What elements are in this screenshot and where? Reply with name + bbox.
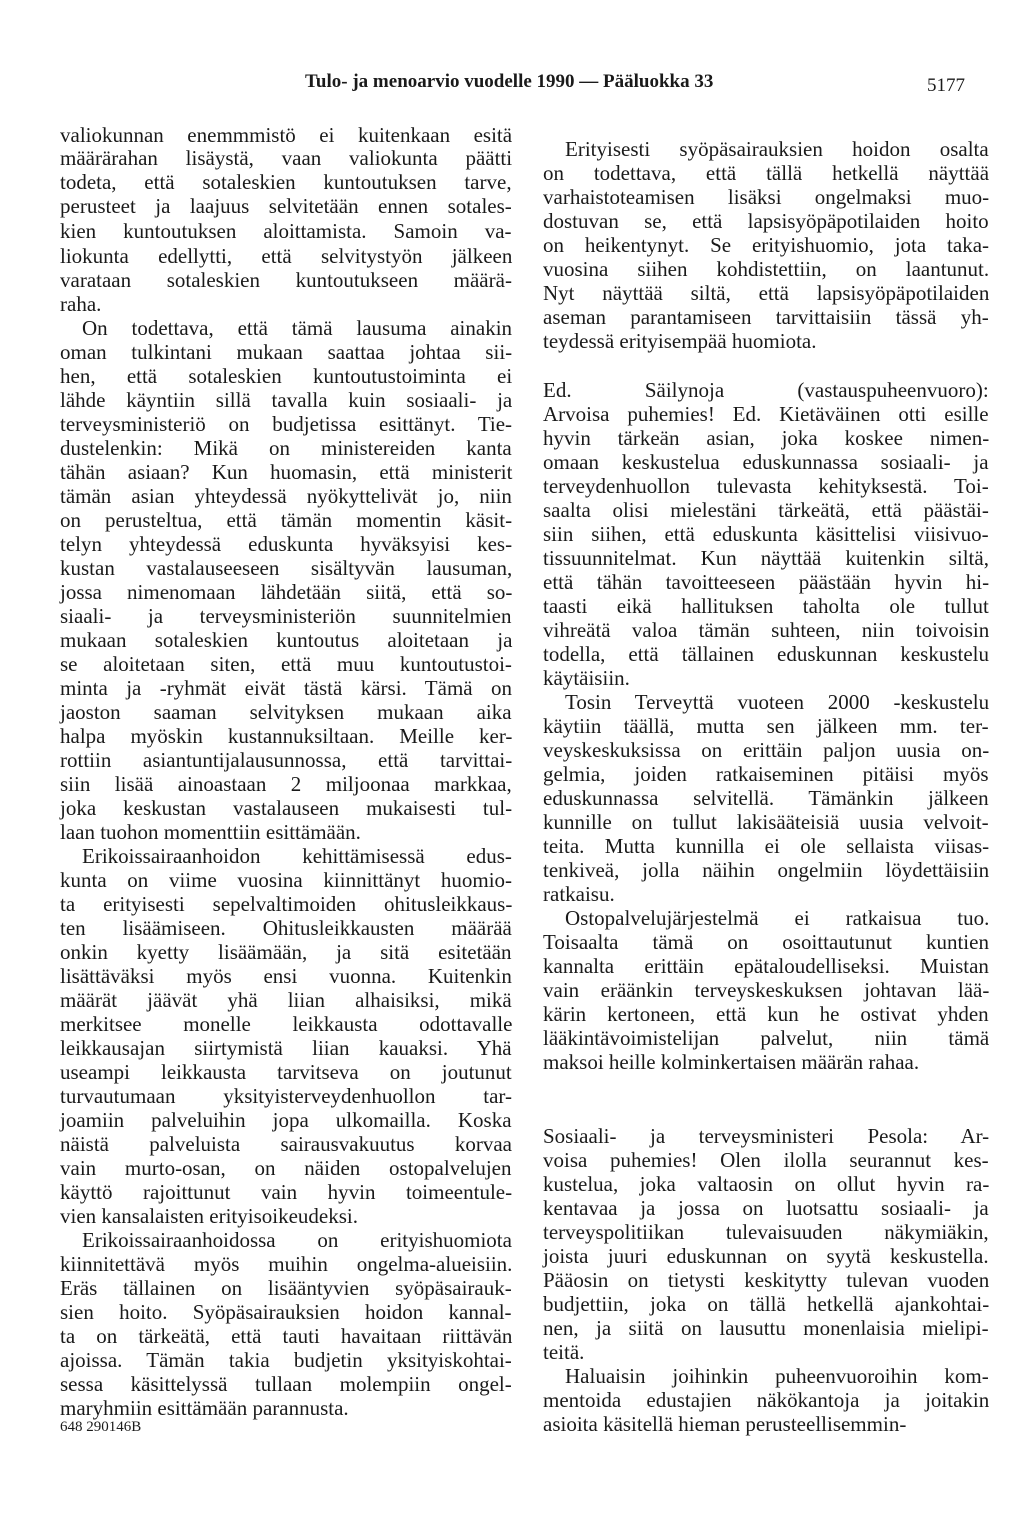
left-text-line: näistä palveluista sairausvakuutus korvaa bbox=[60, 1132, 512, 1156]
right-text-line: Arvoisa puhemies! Ed. Kietäväinen otti esille bbox=[543, 402, 989, 426]
right-text-line: nen, ja siitä on lausuttu monenlaisia mielipi- bbox=[543, 1316, 989, 1340]
right-text-line: teita. Mutta kunnilla ei ole sellaista viisas- bbox=[543, 834, 990, 858]
left-text-line: ten lisäämiseen. Ohitusleikkausten määrää bbox=[60, 916, 512, 940]
left-text-line: oman tulkintani mukaan saattaa johtaa sii- bbox=[60, 340, 513, 364]
left-text-line: minta ja -ryhmät eivät tästä kärsi. Tämä on bbox=[60, 676, 512, 700]
left-text-line: ta erityisesti sepelvaltimoiden ohitusleikkaus- bbox=[60, 892, 513, 916]
left-text-line: leikkausajan siirtymistä liian kauaksi. Yhä bbox=[60, 1036, 512, 1060]
right-text-line: vihreätä valoa tämän suhteen, niin toivoisin bbox=[543, 618, 990, 642]
left-text-line: halpa myöskin kustannuksiltaan. Meille ker- bbox=[60, 724, 513, 748]
left-text-line: Erikoissairaanhoidon kehittämisessä edus- bbox=[82, 844, 512, 868]
right-text-line: aseman parantamiseen tarvittaisiin tässä yh- bbox=[543, 305, 989, 329]
right-text-line: siin siihen, että eduskunta käsittelisi viisivuo- bbox=[543, 522, 989, 546]
right-text-line: omaan keskustelua eduskunnassa sosiaali- ja bbox=[543, 450, 989, 474]
right-text-line: todella, että tällainen eduskunnan keskustelu bbox=[543, 642, 989, 666]
left-text-line: terveysministeriö on budjetissa esittänyt. Tie- bbox=[60, 412, 513, 436]
right-text-line: budjettiin, joka on tällä hetkellä ajankohtai- bbox=[543, 1292, 990, 1316]
left-text-line: joka keskustan vastalauseen mukaisesti tul- bbox=[60, 796, 513, 820]
left-text-line: sien hoito. Syöpäsairauksien hoidon kannal- bbox=[60, 1300, 512, 1324]
left-text-line: merkitsee monelle leikkausta odottavalle bbox=[60, 1012, 513, 1036]
left-text-line: siaali- ja terveysministeriön suunnitelmien bbox=[60, 604, 512, 628]
left-text-line: useampi leikkausta tarvitseva on joutunut bbox=[60, 1060, 512, 1084]
left-text-line: kustan vastalauseeseen sisältyvän lausuman, bbox=[60, 556, 513, 580]
right-text-line: Haluaisin joihinkin puheenvuoroihin kom- bbox=[565, 1364, 989, 1388]
right-text-line: Pääosin on tietysti keskitytty tulevan vuoden bbox=[543, 1268, 990, 1292]
right-text-line: Erityisesti syöpäsairauksien hoidon osalta bbox=[565, 137, 989, 161]
right-text-line: gelmia, joiden ratkaiseminen pitäisi myös bbox=[543, 762, 989, 786]
left-text-line: kien kuntoutuksen aloittamista. Samoin va- bbox=[60, 219, 512, 243]
right-text-line: hyvin tärkeän asian, joka koskee nimen- bbox=[543, 426, 990, 450]
right-text-line: on todettava, että tällä hetkellä näyttää bbox=[543, 161, 990, 185]
right-text-line: Nyt näyttää siltä, että lapsisyöpäpotilaiden bbox=[543, 281, 990, 305]
right-text-line: että tähän tavoitteeseen päästään hyvin hi- bbox=[543, 570, 990, 594]
right-text-line: teydessä erityisempää huomiota. bbox=[543, 329, 817, 353]
left-text-line: vien kansalaisten erityisoikeudeksi. bbox=[60, 1204, 359, 1228]
right-text-line: veyskeskuksissa on erittäin paljon uusia on- bbox=[543, 738, 990, 762]
left-text-line: vain murto-osan, on näiden ostopalvelujen bbox=[60, 1156, 512, 1180]
right-text-line: dostuvan se, että lapsisyöpäpotilaiden hoito bbox=[543, 209, 989, 233]
left-text-line: ajoissa. Tämän takia budjetin yksityiskohtai- bbox=[60, 1348, 512, 1372]
left-text-line: mukaan sotaleskien kuntoutus aloitetaan ja bbox=[60, 628, 513, 652]
left-text-line: se aloitetaan siten, että muu kuntoutustoi- bbox=[60, 652, 512, 676]
left-text-line: määrärahan lisäystä, vaan valiokunta päätti bbox=[60, 146, 513, 170]
right-text-line: Sosiaali- ja terveysministeri Pesola: Ar- bbox=[543, 1124, 990, 1148]
left-text-line: telyn yhteydessä eduskunta hyväksyisi kes- bbox=[60, 532, 513, 556]
left-text-line: on perusteltua, että tämän momentin käsit- bbox=[60, 508, 513, 532]
left-text-line: käyttö rajoittunut vain hyvin toimeentule- bbox=[60, 1180, 513, 1204]
right-text-line: mentoida edustajien näkökantoja ja joitakin bbox=[543, 1388, 990, 1412]
left-text-line: lisättäväksi myös ensi vuonna. Kuitenkin bbox=[60, 964, 512, 988]
left-text-line: kunta on viime vuosina kiinnittänyt huomio- bbox=[60, 868, 513, 892]
print-code: 648 290146B bbox=[60, 1419, 142, 1435]
right-text-line: kentavaa ja jossa on luotsattu sosiaali- ja bbox=[543, 1196, 989, 1220]
right-text-line: vain eräänkin terveyskeskuksen johtavan lää- bbox=[543, 978, 990, 1002]
right-text-line: saalta olisi mielestäni tärkeätä, että päästäi- bbox=[543, 498, 989, 522]
right-text-line: ratkaisu. bbox=[543, 882, 615, 906]
left-text-line: maryhmiin esittämään parannusta. bbox=[60, 1396, 349, 1420]
left-text-line: onkin kyetty lisäämään, ja sitä esitetään bbox=[60, 940, 512, 964]
right-text-line: Ostopalvelujärjestelmä ei ratkaisua tuo. bbox=[565, 906, 990, 930]
left-text-line: On todettava, että tämä lausuma ainakin bbox=[82, 316, 513, 340]
left-text-line: jossa nimenomaan lähdetään siitä, että so- bbox=[60, 580, 513, 604]
right-text-line: tissuunnitelmat. Kun näyttää kuitenkin siltä, bbox=[543, 546, 989, 570]
right-text-line: terveydenhuollon tulevasta kehityksestä. Toi- bbox=[543, 474, 989, 498]
left-text-line: tähän asiaan? Kun huomasin, että ministerit bbox=[60, 460, 513, 484]
right-text-line: eduskunnassa selvitellä. Tämänkin jälkeen bbox=[543, 786, 989, 810]
left-text-line: ta on tärkeätä, että tauti havaitaan riittävän bbox=[60, 1324, 513, 1348]
right-text-line: varhaistoteamisen lisäksi ongelmaksi muo- bbox=[543, 185, 990, 209]
right-text-line: taasti eikä hallituksen taholta ole tullut bbox=[543, 594, 989, 618]
right-text-line: kannalta erittäin epätaloudelliseksi. Muistan bbox=[543, 954, 989, 978]
left-text-line: laan tuohon momenttiin esittämään. bbox=[60, 820, 361, 844]
running-title: Tulo- ja menoarvio vuodelle 1990 — Pääluokka 33 bbox=[305, 71, 714, 92]
right-text-line: asioita käsitellä hieman perusteellisemmin- bbox=[543, 1412, 907, 1436]
left-text-line: hen, että sotaleskien kuntoutustoiminta ei bbox=[60, 364, 513, 388]
left-text-line: jaoston saaman selvityksen mukaan aika bbox=[60, 700, 512, 724]
left-text-line: rottiin asiantuntijalausunnossa, että tarvittai- bbox=[60, 748, 513, 772]
left-text-line: joamiin palveluihin jopa ulkomailla. Koska bbox=[60, 1108, 512, 1132]
right-text-line: teitä. bbox=[543, 1340, 585, 1364]
left-text-line: perusteet ja laajuus selvitetään ennen sotales- bbox=[60, 194, 512, 218]
right-text-line: kustelua, joka valtaosin on ollut hyvin ra- bbox=[543, 1172, 990, 1196]
right-text-line: vuosina siihen kohdistettiin, on laantunut. bbox=[543, 257, 990, 281]
right-text-line: kunnille on tullut lakisääteisiä uusia velvoit- bbox=[543, 810, 989, 834]
left-text-line: sessa käsittelyssä tullaan molempiin ongel- bbox=[60, 1372, 512, 1396]
right-text-line: kärin kertoneen, että kun he ostivat yhden bbox=[543, 1002, 989, 1026]
left-text-line: varataan sotaleskien kuntoutukseen määrä- bbox=[60, 268, 512, 292]
left-text-line: siin lisää ainoastaan 2 miljoonaa markkaa, bbox=[60, 772, 512, 796]
page-header bbox=[0, 69, 1024, 99]
right-text-line: on heikentynyt. Se erityishuomio, jota taka- bbox=[543, 233, 990, 257]
right-text-line: tenkiveä, jolla näihin ongelmiin löydettäisiin bbox=[543, 858, 990, 882]
right-text-line: käytiin täällä, mutta sen jälkeen mm. ter- bbox=[543, 714, 989, 738]
left-text-line: tämän asian yhteydessä nyökyttelivät jo, niin bbox=[60, 484, 512, 508]
right-text-line: Ed. Säilynoja (vastauspuheenvuoro): bbox=[543, 378, 989, 402]
right-text-line: maksoi heille kolminkertaisen määrän rahaa. bbox=[543, 1050, 920, 1074]
left-text-line: kiinnitettävä myös muihin ongelma-alueisiin. bbox=[60, 1252, 513, 1276]
right-text-line: käytäisiin. bbox=[543, 666, 630, 690]
left-text-line: liokunta edellytti, että selvitystyön jälkeen bbox=[60, 244, 513, 268]
left-text-line: turvautumaan yksityisterveydenhuollon tar- bbox=[60, 1084, 512, 1108]
right-text-line: lääkintävoimistelijan palvelut, niin tämä bbox=[543, 1026, 990, 1050]
left-text-line: valiokunnan enemmmistö ei kuitenkaan esitä bbox=[60, 123, 513, 147]
left-text-line: lähde käyntiin sillä tavalla kuin sosiaali- ja bbox=[60, 388, 513, 412]
left-text-line: dustelenkin: Mikä on ministereiden kanta bbox=[60, 436, 512, 460]
page-number: 5177 bbox=[927, 75, 965, 96]
right-text-line: Tosin Terveyttä vuoteen 2000 -keskustelu bbox=[565, 690, 990, 714]
right-text-line: voisa puhemies! Olen ilolla seurannut kes- bbox=[543, 1148, 989, 1172]
left-text-line: Erikoissairaanhoidossa on erityishuomiota bbox=[82, 1228, 512, 1252]
left-text-line: määrät jäävät yhä liian alhaisiksi, mikä bbox=[60, 988, 512, 1012]
left-text-line: todeta, että sotaleskien kuntoutuksen tarve, bbox=[60, 170, 512, 194]
left-text-line: Eräs tällainen on lisääntyvien syöpäsairauk- bbox=[60, 1276, 512, 1300]
right-text-line: terveyspolitiikan tulevaisuuden näkymiäkin, bbox=[543, 1220, 989, 1244]
right-text-line: joista juuri eduskunnan on syytä keskustella. bbox=[543, 1244, 989, 1268]
right-text-line: Toisaalta tämä on osoittautunut kuntien bbox=[543, 930, 989, 954]
left-text-line: raha. bbox=[60, 292, 102, 316]
